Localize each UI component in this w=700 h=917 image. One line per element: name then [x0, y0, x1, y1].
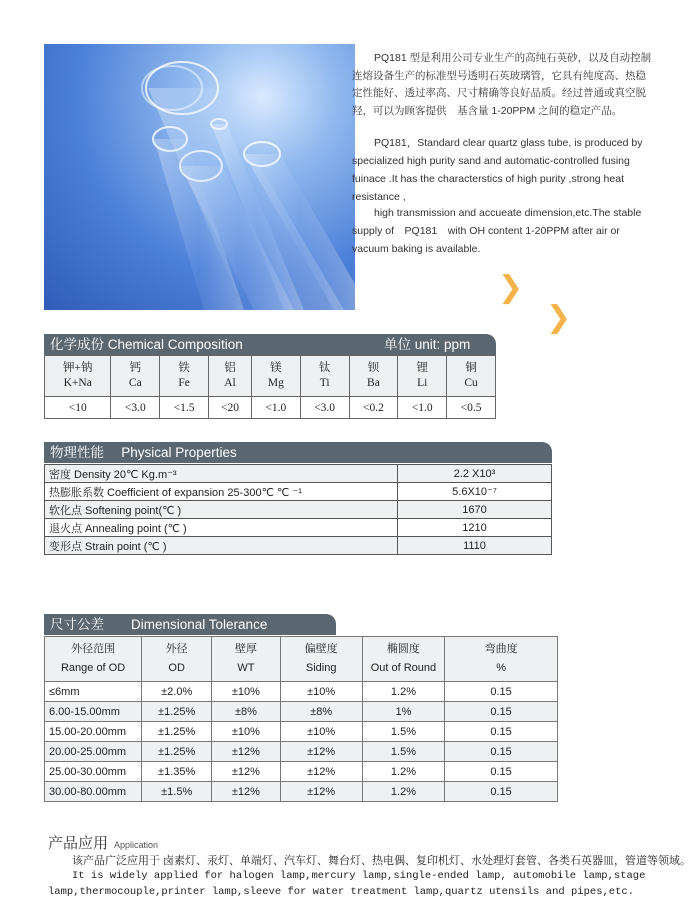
element-value: <0.2	[349, 397, 398, 419]
element-name-cn: 钾+钠	[62, 362, 93, 374]
element-cell	[160, 356, 209, 397]
property-value: 2.2 X10³	[398, 465, 552, 483]
table-row	[45, 682, 558, 702]
element-name-cn: 锂	[416, 362, 428, 374]
element-name-cn: 钙	[129, 362, 142, 374]
element-symbol: Ba	[367, 377, 380, 389]
table-cell: ±12%	[212, 762, 280, 782]
element-value: <0.5	[447, 397, 496, 419]
column-header-cn: 壁厚	[234, 643, 257, 655]
table-cell: ±1.25%	[142, 722, 212, 742]
column-header	[212, 637, 280, 682]
chevron-right-icon: ❯	[546, 301, 572, 334]
element-cell	[209, 356, 252, 397]
table-cell: 0.15	[445, 702, 558, 722]
column-header	[445, 637, 558, 682]
property-label: 软化点 Softening point(℃ )	[45, 501, 398, 519]
element-value: <3.0	[300, 397, 349, 419]
element-cell	[349, 356, 398, 397]
element-symbol: Cu	[464, 377, 478, 389]
table-cell: 0.15	[445, 782, 558, 802]
application-title: 产品应用	[48, 835, 109, 852]
table-cell: ±8%	[212, 702, 280, 722]
element-symbol: Li	[417, 377, 428, 389]
element-name-cn: 钛	[318, 362, 331, 374]
application-english: It is widely applied for halogen lamp,mercury lamp,single-ended lamp, automobile lamp,stage lamp,thermocouple,printer lamp,sleeve for water treatment lamp,quartz utensils and pipes,etc.	[48, 870, 646, 898]
element-value: <1.0	[251, 397, 300, 419]
element-name-cn: 铁	[178, 362, 190, 374]
property-label: 热膨胀系数 Coefficient of expansion 25-300℃ ℃ ⁻¹	[45, 483, 398, 501]
quartz-tubes-illustration	[44, 44, 355, 310]
table-cell: ≤6mm	[45, 682, 142, 702]
column-header	[362, 637, 444, 682]
property-row	[45, 537, 552, 555]
quartz-tubes-photo	[44, 44, 355, 310]
element-cell	[251, 356, 300, 397]
table-row	[45, 702, 558, 722]
column-header-en: Siding	[305, 662, 337, 674]
property-label: 退火点 Annealing point (℃ )	[45, 519, 398, 537]
table-cell: ±12%	[280, 742, 362, 762]
column-header	[280, 637, 362, 682]
table-cell: 1.2%	[362, 762, 444, 782]
dimensional-tolerance-title: 尺寸公差 Dimensional Tolerance	[50, 617, 268, 632]
table-cell: 1.5%	[362, 722, 444, 742]
physical-properties-title: 物理性能 Physical Properties	[50, 445, 237, 460]
table-cell: ±1.35%	[142, 762, 212, 782]
table-cell: ±1.25%	[142, 742, 212, 762]
table-cell: 1.2%	[362, 682, 444, 702]
table-row	[45, 742, 558, 762]
element-symbol: Ti	[319, 377, 330, 389]
column-header-cn: 椭圆度	[386, 643, 420, 655]
element-name-cn: 钡	[367, 362, 380, 374]
element-name-cn: 铝	[224, 362, 236, 374]
intro-chinese: PQ181 型是利用公司专业生产的高纯石英砂，以及自动控制连熔设备生产的标准型号透明石英玻璃管，它具有纯度高、热稳定性能好、透过率高、尺寸精确等良好品质。经过普通或真空脱羟，可以为顾客提供 基含量 1-20PPM 之间的稳定产品。	[352, 52, 652, 117]
unit-label: 单位 unit: ppm	[384, 337, 471, 352]
property-row	[45, 483, 552, 501]
property-row	[45, 465, 552, 483]
column-header	[142, 637, 212, 682]
application-chinese: 该产品广泛应用于 卤素灯、汞灯、单端灯、汽车灯、舞台灯、热电偶、复印机灯、水处理灯套管、各类石英器皿，管道等领域。	[72, 855, 692, 867]
table-cell: 1.5%	[362, 742, 444, 762]
table-cell: 25.00-30.00mm	[45, 762, 142, 782]
header-row	[45, 637, 558, 682]
table-cell: ±12%	[212, 742, 280, 762]
element-symbol: K+Na	[63, 377, 92, 389]
table-row	[45, 722, 558, 742]
physical-properties-header	[44, 442, 552, 463]
element-symbol: Al	[224, 377, 236, 389]
chevron-right-icon: ❯	[498, 271, 524, 304]
column-header-en: Range of OD	[60, 662, 126, 674]
table-cell: 0.15	[445, 682, 558, 702]
element-cell	[398, 356, 447, 397]
property-value: 1110	[398, 537, 552, 555]
table-row	[45, 782, 558, 802]
chemical-composition-title: 化学成份 Chemical Composition	[50, 337, 243, 352]
table-cell: 0.15	[445, 762, 558, 782]
table-cell: ±8%	[280, 702, 362, 722]
property-row	[45, 501, 552, 519]
element-value: <3.0	[111, 397, 160, 419]
table-cell: 15.00-20.00mm	[45, 722, 142, 742]
element-name-cn: 镁	[270, 362, 282, 374]
element-cell	[447, 356, 496, 397]
column-header-cn: 偏壁度	[304, 643, 338, 655]
table-cell: ±1.5%	[142, 782, 212, 802]
column-header-cn: 外径	[165, 643, 188, 655]
table-cell: 1.2%	[362, 782, 444, 802]
table-cell: 20.00-25.00mm	[45, 742, 142, 762]
element-cell	[300, 356, 349, 397]
column-header	[45, 637, 142, 682]
table-cell: ±12%	[212, 782, 280, 802]
table-cell: ±10%	[280, 722, 362, 742]
table-cell: ±10%	[280, 682, 362, 702]
table-cell: 30.00-80.00mm	[45, 782, 142, 802]
element-value: <1.5	[160, 397, 209, 419]
application-heading	[48, 832, 158, 853]
property-label: 密度 Density 20℃ Kg.m⁻³	[45, 465, 398, 483]
intro-english-2: high transmission and accueate dimension,etc.The stable supply of PQ181 with OH content 1-20PPM after air or vacuum baking is available.	[352, 207, 642, 255]
chemical-composition-table	[44, 355, 496, 419]
physical-properties-table	[44, 464, 552, 555]
element-cell	[111, 356, 160, 397]
table-cell: 0.15	[445, 742, 558, 762]
column-header-en: WT	[237, 662, 255, 674]
element-name-cn: 铜	[465, 362, 477, 374]
table-cell: ±10%	[212, 682, 280, 702]
column-header-cn: 弯曲度	[484, 643, 518, 655]
column-header-en: OD	[168, 662, 185, 674]
application-subtitle: Application	[114, 840, 159, 850]
table-cell: ±12%	[280, 762, 362, 782]
element-value: <10	[45, 397, 111, 419]
table-cell: 1%	[362, 702, 444, 722]
element-value: <1.0	[398, 397, 447, 419]
table-cell: ±2.0%	[142, 682, 212, 702]
dimensional-tolerance-header	[44, 614, 336, 635]
table-cell: ±1.25%	[142, 702, 212, 722]
element-symbol: Mg	[267, 377, 284, 389]
table-row	[45, 762, 558, 782]
column-header-cn: 外径范围	[71, 643, 116, 655]
property-value: 1670	[398, 501, 552, 519]
chemical-composition-header	[44, 334, 496, 355]
intro-english-1: PQ181，Standard clear quartz glass tube, is produced by specialized high purity sand and automatic-controlled fusing fuinace .It has the characterstics of high purity ,strong heat resistance ,	[352, 137, 643, 203]
column-header-en: Out of Round	[370, 662, 437, 674]
element-value: <20	[209, 397, 252, 419]
property-row	[45, 519, 552, 537]
table-cell: 6.00-15.00mm	[45, 702, 142, 722]
table-cell: ±12%	[280, 782, 362, 802]
dimensional-tolerance-table	[44, 636, 558, 802]
table-cell: 0.15	[445, 722, 558, 742]
table-cell: ±10%	[212, 722, 280, 742]
element-symbol: Fe	[178, 377, 190, 389]
property-value: 1210	[398, 519, 552, 537]
element-cell	[45, 356, 111, 397]
column-header-en: %	[496, 662, 506, 674]
element-symbol: Ca	[128, 377, 142, 389]
property-label: 变形点 Strain point (℃ )	[45, 537, 398, 555]
property-value: 5.6X10⁻⁷	[398, 483, 552, 501]
